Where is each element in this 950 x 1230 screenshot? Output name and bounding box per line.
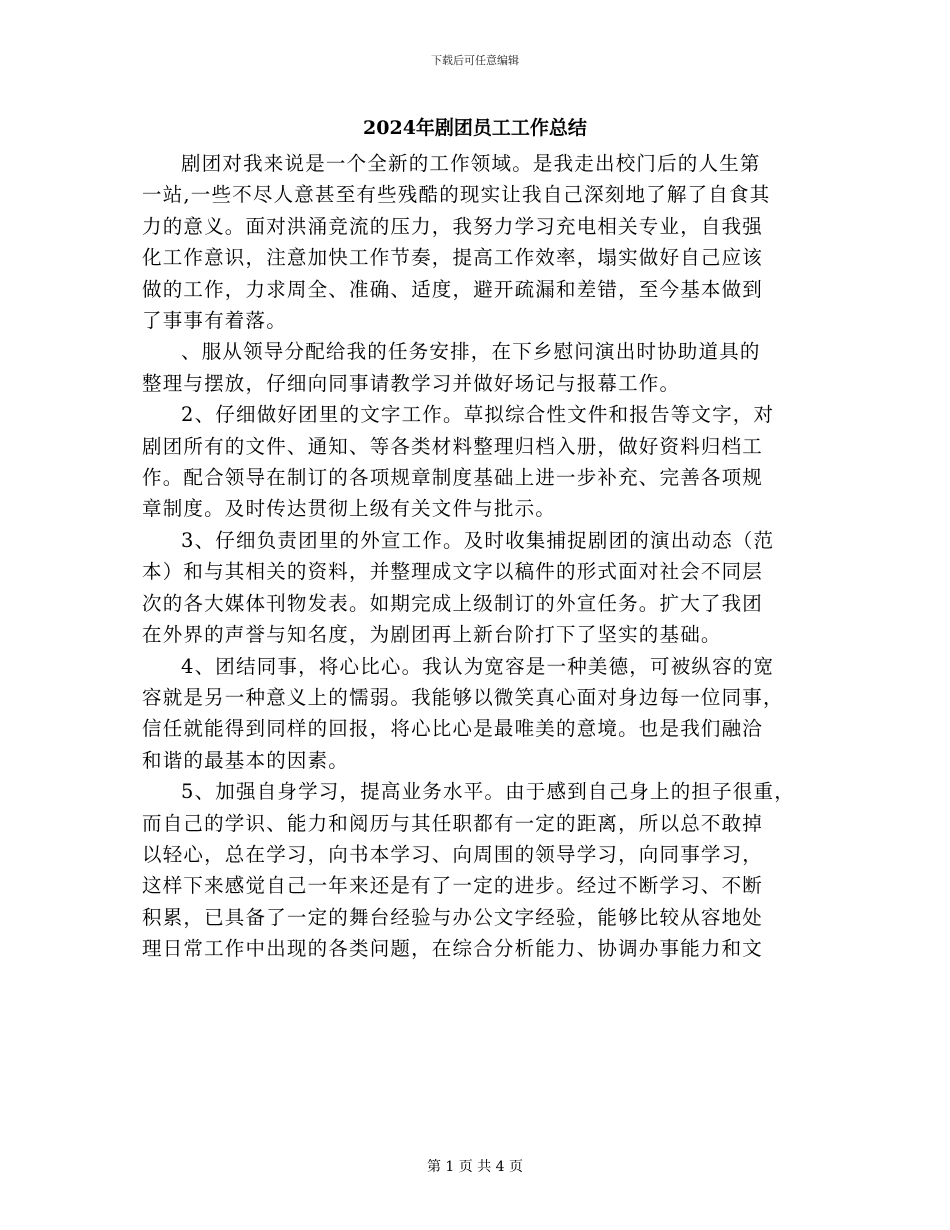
text-line: 理日常工作中出现的各类问题，在综合分析能力、协调办事能力和文 bbox=[142, 937, 764, 961]
text-line: 化工作意识，注意加快工作节奏，提高工作效率，塌实做好自己应该 bbox=[142, 246, 764, 270]
header-note: 下载后可任意编辑 bbox=[431, 54, 519, 67]
document-title: 2024年剧团员工工作总结 bbox=[363, 117, 587, 139]
text-line: 容就是另一种意义上的懦弱。我能够以微笑真心面对身边每一位同事， bbox=[142, 685, 784, 709]
text-line: 2、仔细做好团里的文字工作。草拟综合性文件和报告等文字，对 bbox=[181, 403, 775, 427]
text-line: 在外界的声誉与知名度，为剧团再上新台阶打下了坚实的基础。 bbox=[142, 623, 722, 647]
text-line: 4、团结同事，将心比心。我认为宽容是一种美德，可被纵容的宽 bbox=[181, 654, 775, 678]
text-line: 一站,一些不尽人意甚至有些残酷的现实让我自己深刻地了解了自食其 bbox=[142, 183, 771, 207]
text-line: 做的工作，力求周全、准确、适度，避开疏漏和差错，至今基本做到 bbox=[142, 277, 764, 301]
text-line: 剧团所有的文件、通知、等各类材料整理归档入册，做好资料归档工 bbox=[142, 434, 764, 458]
paragraph-intro bbox=[142, 148, 802, 336]
text-line: 、服从领导分配给我的任务安排，在下乡慰问演出时协助道具的 bbox=[181, 340, 761, 364]
text-line: 3、仔细负责团里的外宣工作。及时收集捕捉剧团的演出动态（范 bbox=[181, 528, 775, 552]
paragraph-item-5 bbox=[142, 776, 802, 964]
document-body bbox=[142, 148, 802, 965]
text-line: 和谐的最基本的因素。 bbox=[142, 748, 350, 772]
text-line: 了事事有着落。 bbox=[142, 309, 287, 333]
paragraph-item-3 bbox=[142, 525, 802, 651]
text-line: 以轻心，总在学习，向书本学习、向周围的领导学习，向同事学习， bbox=[142, 842, 764, 866]
text-line: 作。配合领导在制订的各项规章制度基础上进一步补充、完善各项规 bbox=[142, 466, 764, 490]
text-line: 章制度。及时传达贯彻上级有关文件与批示。 bbox=[142, 497, 557, 521]
text-line: 力的意义。面对洪涌竞流的压力，我努力学习充电相关专业，自我强 bbox=[142, 214, 764, 238]
page-footer: 第 1 页 共 4 页 bbox=[426, 1159, 524, 1175]
text-line: 剧团对我来说是一个全新的工作领域。是我走出校门后的人生第 bbox=[181, 152, 761, 175]
text-line: 本）和与其相关的资料，并整理成文字以稿件的形式面对社会不同层 bbox=[142, 560, 764, 584]
paragraph-item-4 bbox=[142, 651, 802, 777]
text-line: 整理与摆放，仔细向同事请教学习并做好场记与报幕工作。 bbox=[142, 371, 681, 395]
text-line: 而自己的学识、能力和阅历与其任职都有一定的距离，所以总不敢掉 bbox=[142, 811, 764, 835]
text-line: 这样下来感觉自己一年来还是有了一定的进步。经过不断学习、不断 bbox=[142, 874, 764, 898]
paragraph-item-2 bbox=[142, 399, 802, 525]
text-line: 5、加强自身学习，提高业务水平。由于感到自己身上的担子很重， bbox=[181, 780, 795, 804]
text-line: 次的各大媒体刊物发表。如期完成上级制订的外宣任务。扩大了我团 bbox=[142, 591, 764, 615]
paragraph-item-1 bbox=[142, 336, 802, 399]
text-line: 积累，已具备了一定的舞台经验与办公文字经验，能够比较从容地处 bbox=[142, 905, 764, 929]
text-line: 信任就能得到同样的回报，将心比心是最唯美的意境。也是我们融洽 bbox=[142, 717, 764, 741]
